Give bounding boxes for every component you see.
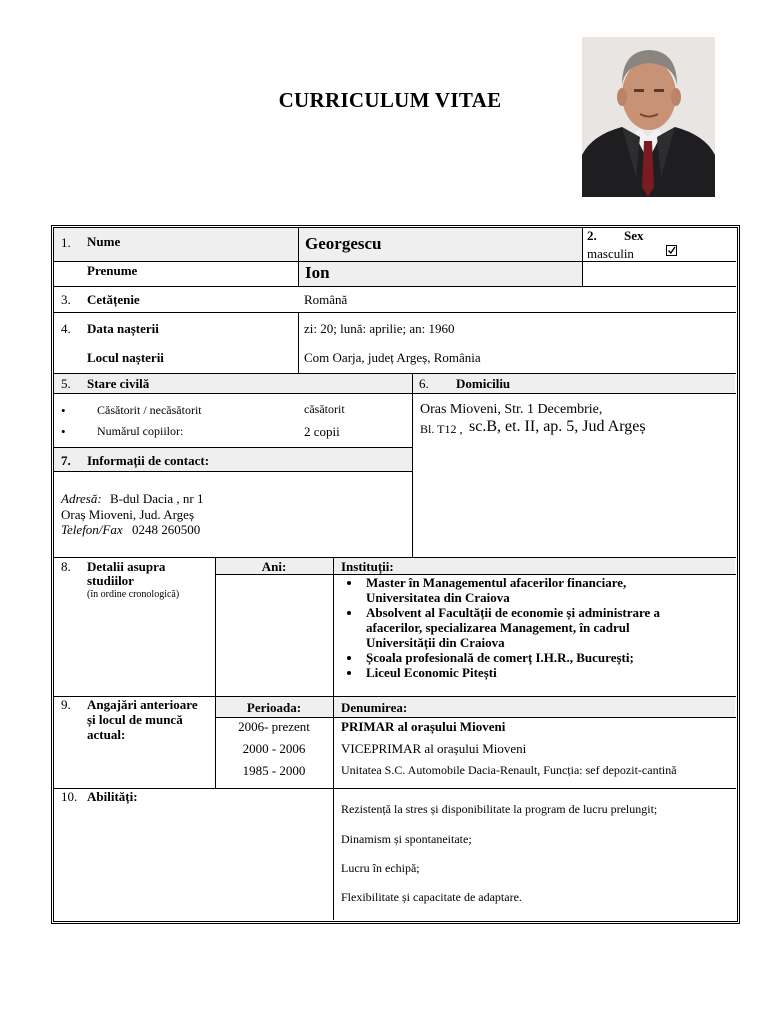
- data-nasterii-label: Data nașterii: [87, 321, 159, 336]
- prenume-value: Ion: [305, 263, 330, 282]
- locul-nasterii-label: Locul nașterii: [87, 350, 164, 365]
- sex-value: masculin: [587, 246, 634, 261]
- copii-value: 2 copii: [304, 424, 340, 439]
- abilitati-label: Abilități:: [87, 789, 138, 804]
- sex-label: Sex: [624, 228, 644, 243]
- abilitate-item: Rezistență la stres și disponibilitate la program de lucru prelungit;: [341, 802, 658, 816]
- domiciliu-line-1: Oras Mioveni, Str. 1 Decembrie,: [420, 402, 603, 417]
- field-number: 3.: [61, 292, 71, 307]
- adresa-value: B-dul Dacia , nr 1: [110, 491, 204, 506]
- telefon-value: 0248 260500: [132, 522, 201, 537]
- abilitate-item: Lucru în echipă;: [341, 861, 420, 875]
- nume-value: Georgescu: [305, 234, 382, 253]
- list-item: • Școala profesională de comerț I.H.R., București;: [362, 650, 722, 665]
- perioada-value: 2000 - 2006: [242, 741, 306, 756]
- denumire-value: VICEPRIMAR al orașului Mioveni: [341, 741, 527, 756]
- ani-header: Ani:: [261, 559, 287, 574]
- institutii-header: Instituții:: [341, 559, 394, 574]
- oras-value: Oraș Mioveni, Jud. Argeș: [61, 507, 195, 522]
- contact-label: Informații de contact:: [87, 453, 210, 468]
- studii-note: (în ordine cronologică): [87, 589, 180, 600]
- list-item: • Liceul Economic Pitești: [362, 665, 722, 680]
- field-number: 9.: [61, 697, 71, 712]
- abilitate-item: Flexibilitate și capacitate de adaptare.: [341, 890, 522, 904]
- field-number: 4.: [61, 321, 71, 336]
- domiciliu-label: Domiciliu: [456, 376, 511, 391]
- angajari-label-3: actual:: [87, 727, 126, 742]
- bullet: •: [61, 424, 66, 439]
- list-item: • Master în Managementul afacerilor financiare, Universitatea din Craiova: [362, 575, 722, 605]
- sex-checkbox: [666, 245, 677, 256]
- copii-label: Numărul copiilor:: [97, 424, 184, 438]
- prenume-label: Prenume: [87, 263, 138, 278]
- denumire-header: Denumirea:: [341, 700, 408, 715]
- perioada-value: 1985 - 2000: [242, 763, 306, 778]
- studii-label-1: Detalii asupra: [87, 559, 166, 574]
- locul-nasterii-value: Com Oarja, județ Argeș, România: [304, 350, 481, 365]
- field-number: 7.: [61, 453, 71, 468]
- domiciliu-line-2b: sc.B, et. II, ap. 5, Jud Argeș: [469, 418, 646, 435]
- denumire-value: Unitatea S.C. Automobile Dacia-Renault, Funcția: sef depozit-cantină: [341, 763, 677, 777]
- field-number: 8.: [61, 559, 71, 574]
- field-number: 6.: [419, 376, 429, 391]
- casatorit-label: Căsătorit / necăsătorit: [97, 403, 202, 417]
- list-item: • Absolvent al Facultății de economie și administrare a afacerilor, specializarea Management, în cadrul Universității din Craiova: [362, 605, 722, 650]
- perioada-value: 2006- prezent: [238, 719, 310, 734]
- field-number: 10.: [61, 789, 78, 804]
- nume-label: Nume: [87, 234, 121, 249]
- field-number: 5.: [61, 376, 71, 391]
- data-nasterii-value: zi: 20; lună: aprilie; an: 1960: [304, 321, 455, 336]
- angajari-label-2: și locul de muncă: [87, 712, 183, 727]
- field-number: 2.: [587, 228, 597, 243]
- domiciliu-line-2a: Bl. T12 ,: [420, 422, 463, 436]
- telefon-label: Telefon/Fax: [61, 522, 123, 537]
- studii-label-2: studiilor: [87, 573, 134, 588]
- angajari-label-1: Angajări anterioare: [87, 697, 198, 712]
- cetatenie-value: Română: [304, 292, 348, 307]
- bullet: •: [61, 403, 66, 418]
- denumire-value: PRIMAR al orașului Mioveni: [341, 719, 506, 734]
- casatorit-value: căsătorit: [304, 402, 345, 416]
- studii-list: [344, 575, 722, 680]
- page-title: CURRICULUM VITAE: [278, 88, 502, 112]
- perioada-header: Perioada:: [246, 700, 302, 715]
- stare-civila-label: Stare civilă: [87, 376, 150, 391]
- profile-photo: [582, 37, 715, 197]
- abilitate-item: Dinamism și spontaneitate;: [341, 832, 472, 846]
- adresa-label: Adresă:: [61, 491, 102, 506]
- cetatenie-label: Cetățenie: [87, 292, 140, 307]
- field-number: 1.: [61, 235, 71, 250]
